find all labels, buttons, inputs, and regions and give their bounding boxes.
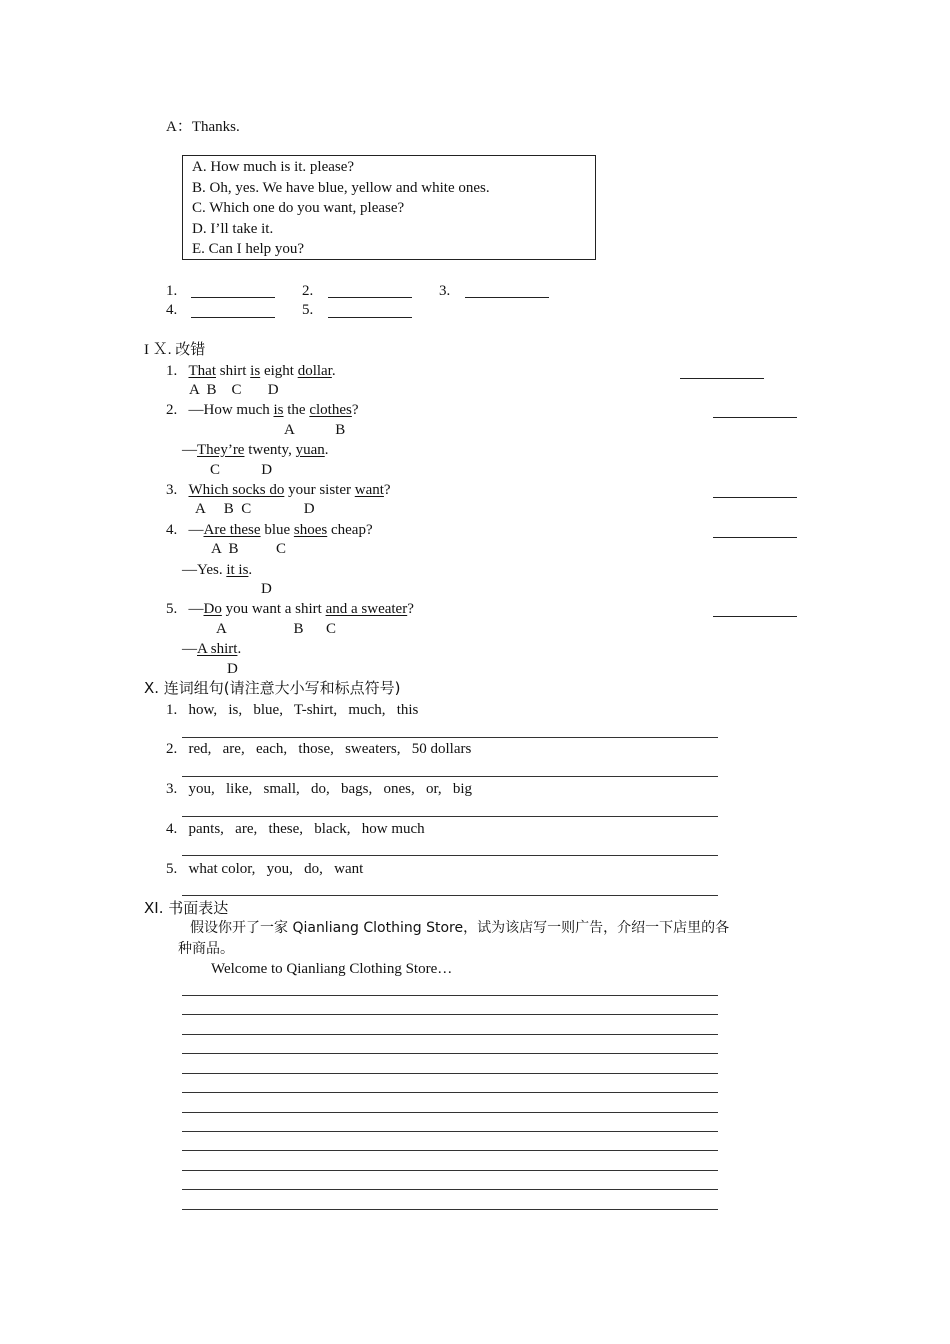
writing-line[interactable] <box>182 1189 718 1190</box>
q2-answer-blank[interactable] <box>713 417 797 418</box>
s10-item-4: 4. pants, are, these, black, how much <box>166 821 425 837</box>
s10-answer-line-5[interactable] <box>182 895 718 896</box>
option-a: A. How much is it. please? <box>192 159 355 175</box>
s10-item-1: 1. how, is, blue, T-shirt, much, this <box>166 702 419 718</box>
q5-sentence: 5. —Do you want a shirt and a sweater? <box>166 601 414 617</box>
writing-line[interactable] <box>182 995 718 996</box>
q5-answer-blank[interactable] <box>713 616 797 617</box>
option-c: C. Which one do you want, please? <box>192 200 405 216</box>
writing-line[interactable] <box>182 1092 718 1093</box>
q4-reply: —Yes. it is. <box>182 562 253 578</box>
q4-reply-letters: D <box>261 581 272 597</box>
q1-answer-blank[interactable] <box>680 378 764 379</box>
s10-item-3: 3. you, like, small, do, bags, ones, or, big <box>166 781 473 797</box>
answer-blank-3[interactable] <box>465 297 549 298</box>
answer-num-3: 3. <box>439 283 451 299</box>
answer-blank-2[interactable] <box>328 297 412 298</box>
q3-sentence: 3. Which socks do your sister want? <box>166 482 391 498</box>
answer-num-4: 4. <box>166 302 178 318</box>
answer-num-1: 1. <box>166 283 178 299</box>
q4-answer-blank[interactable] <box>713 537 797 538</box>
q4-letters: A B C <box>211 541 287 557</box>
q2-letters: A B <box>284 422 346 438</box>
q5-reply: —A shirt. <box>182 641 242 657</box>
section-11-title: XI. 书面表达 <box>144 899 229 917</box>
section-9-title: I Ｘ. 改错 <box>144 342 206 358</box>
dialogue-line: A：Thanks. <box>166 119 240 135</box>
writing-line[interactable] <box>182 1014 718 1015</box>
section-10-title: X. 连词组句(请注意大小写和标点符号) <box>144 679 401 697</box>
answer-blank-4[interactable] <box>191 317 275 318</box>
option-d: D. I’ll take it. <box>192 221 274 237</box>
q2-reply-letters: C D <box>210 462 273 478</box>
s10-answer-line-1[interactable] <box>182 737 718 738</box>
answer-num-5: 5. <box>302 302 314 318</box>
q1-sentence: 1. That shirt is eight dollar. <box>166 363 336 379</box>
option-b: B. Oh, yes. We have blue, yellow and white ones. <box>192 180 490 196</box>
s10-item-2: 2. red, are, each, those, sweaters, 50 dollars <box>166 741 472 757</box>
writing-line[interactable] <box>182 1150 718 1151</box>
answer-blank-5[interactable] <box>328 317 412 318</box>
q1-letters: A B C D <box>189 382 279 398</box>
q2-reply: —They’re twenty, yuan. <box>182 442 329 458</box>
writing-prompt-line-1: 假设你开了一家 Qianliang Clothing Store，试为该店写一则广告，介绍一下店里的各 <box>190 920 730 936</box>
writing-starter: Welcome to Qianliang Clothing Store… <box>211 961 453 977</box>
q5-letters: A B C <box>216 621 337 637</box>
answer-blank-1[interactable] <box>191 297 275 298</box>
s10-answer-line-2[interactable] <box>182 776 718 777</box>
q2-sentence: 2. —How much is the clothes? <box>166 402 359 418</box>
q5-reply-letters: D <box>227 661 238 677</box>
writing-line[interactable] <box>182 1073 718 1074</box>
s10-item-5: 5. what color, you, do, want <box>166 861 364 877</box>
writing-line[interactable] <box>182 1131 718 1132</box>
q3-letters: A B C D <box>195 501 315 517</box>
q4-sentence: 4. —Are these blue shoes cheap? <box>166 522 373 538</box>
s10-answer-line-4[interactable] <box>182 855 718 856</box>
writing-line[interactable] <box>182 1170 718 1171</box>
answer-num-2: 2. <box>302 283 314 299</box>
s10-answer-line-3[interactable] <box>182 816 718 817</box>
writing-line[interactable] <box>182 1034 718 1035</box>
writing-line[interactable] <box>182 1053 718 1054</box>
writing-line[interactable] <box>182 1209 718 1210</box>
option-e: E. Can I help you? <box>192 241 305 257</box>
writing-line[interactable] <box>182 1112 718 1113</box>
q3-answer-blank[interactable] <box>713 497 797 498</box>
writing-prompt-line-2: 种商品。 <box>178 941 234 957</box>
